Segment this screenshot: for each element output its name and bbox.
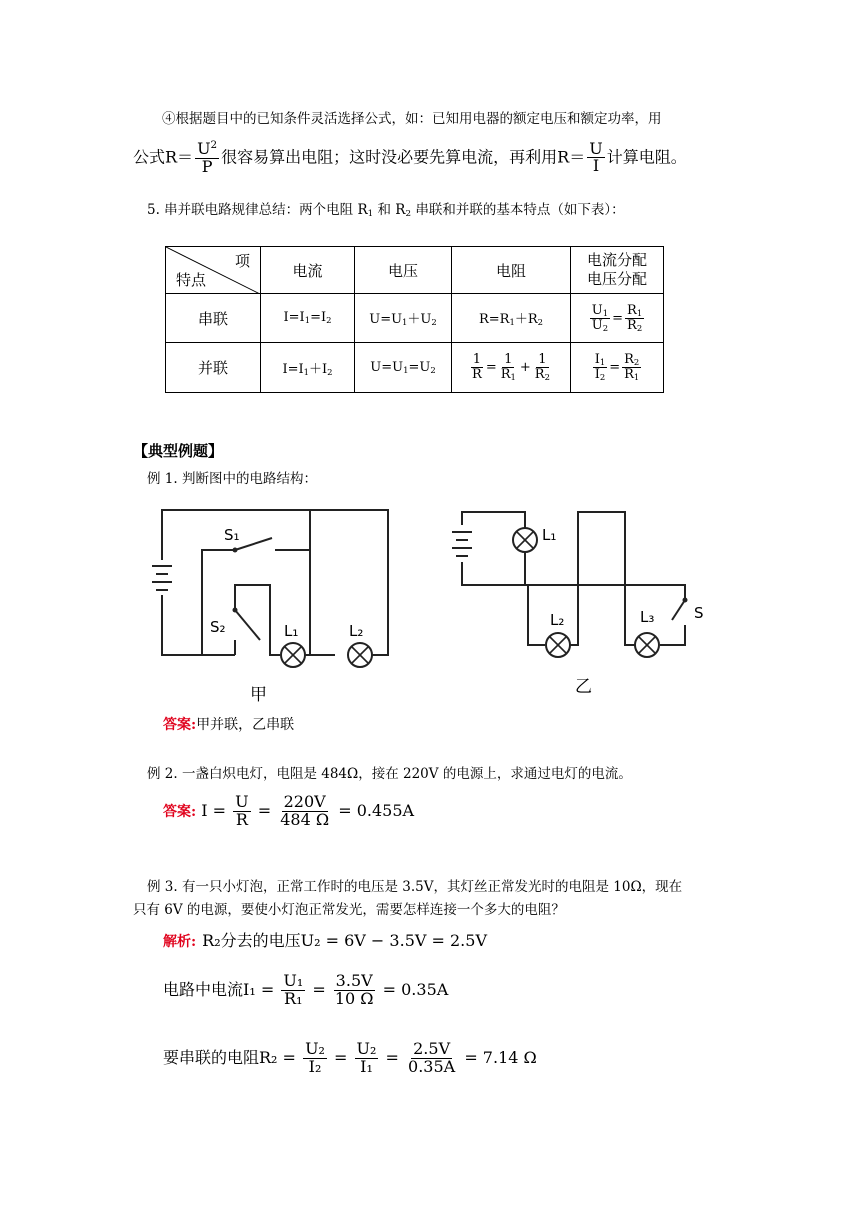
text: 很容易算出电阻；这时没必要先算电流，再利用R＝ [221,147,586,167]
example-3-step2: 电路中电流I₁ = $\frac{\text{U₁}}{\text{R₁}}$ = $\frac{3.5V}{10 \Omega}$ = 0.35A [163,971,449,1008]
answer-label: 答案: [163,717,197,733]
svg-text:L₂: L₂ [550,611,565,629]
text: 公式R＝ [133,147,194,167]
header-current: 电流 [261,247,355,294]
circuit-diagram-jia [150,500,400,705]
paragraph-4-line1: ④根据题目中的已知条件灵活选择公式，如：已知用电器的额定电压和额定功率，用 [162,111,662,127]
series-resistance: $R=R_1+R_2$ [452,294,571,343]
example-1-question: 例 1. 判断图中的电路结构： [147,471,317,487]
example-2-question: 例 2. 一盏白炽电灯，电阻是 484Ω，接在 220V 的电源上，求通过电灯的电流。 [147,766,632,782]
series-parallel-table [165,246,664,393]
svg-text:L₃: L₃ [640,608,655,626]
header-distribution: 电流分配 电压分配 [571,247,664,294]
example-2-answer: 答案: I = $\frac{U}{R}$ = $\frac{220V}{484 \Omega}$ = 0.455A [163,792,415,829]
answer-text: 甲并联，乙串联 [196,717,295,733]
series-distribution: $\frac{U_1}{U_2}$ = $\frac{R_1}{R_2}$ [571,294,664,343]
svg-text:S: S [694,604,704,622]
item-5-text: 5. 串并联电路规律总结：两个电阻 $R_1$ 和 $R_2$ 串联和并联的基本特点（如下表）： [147,202,625,220]
figure-label-jia: 甲 [250,685,267,705]
paragraph-4-line2 [133,140,687,176]
svg-text:S₁: S₁ [224,526,240,544]
parallel-resistance: $\frac{1}{R}$ = $\frac{1}{R_1}$ + $\frac{1}{R_2}$ [452,343,571,393]
example-3-question-line2: 只有 6V 的电源，要使小灯泡正常发光，需要怎样连接一个多大的电阻？ [133,902,565,918]
row-series-label: 串联 [166,294,261,343]
example-3-step1: 解析: R₂分去的电压U₂ = 6V − 3.5V = 2.5V [163,931,488,950]
example-3-question-line1: 例 3. 有一只小灯泡，正常工作时的电压是 3.5V，其灯丝正常发光时的电阻是 10Ω，现在 [147,879,683,895]
figure-label-yi: 乙 [575,677,592,697]
svg-text:L₁: L₁ [542,526,557,544]
svg-text:L₂: L₂ [349,622,364,640]
parallel-voltage: $U=U_1=U_2$ [355,343,452,393]
parallel-distribution: $\frac{I_1}{I_2}$ = $\frac{R_2}{R_1}$ [571,343,664,393]
header-resistance: 电阻 [452,247,571,294]
circuit-diagram-yi [450,500,720,675]
analysis-label: 解析: [163,934,197,950]
series-current: $I=I_1=I_2$ [261,294,355,343]
corner-top-label: 项 [234,252,250,270]
text: 计算电阻。 [606,147,687,167]
row-parallel-label: 并联 [166,343,261,393]
example-1-answer [163,714,294,734]
svg-text:L₁: L₁ [284,622,299,640]
svg-text:S₂: S₂ [210,618,226,636]
series-voltage: $U=U_1+U_2$ [355,294,452,343]
answer-label: 答案: [163,803,197,820]
example-3-step3: 要串联的电阻R₂ = $\frac{\text{U₂}}{\text{I₂}}$ = $\frac{\text{U₂}}{\text{I₁}}$ = $\frac{2.5V}{0.35A}$ = 7.14 Ω [163,1039,537,1076]
corner-cell [166,247,261,294]
corner-bottom-label: 特点 [176,271,207,289]
fraction-u2-over-p: $\frac{U^2}{P}$ [197,139,218,177]
header-voltage: 电压 [355,247,452,294]
fraction-u-over-i: $\frac{U}{I}$ [589,138,603,176]
parallel-current: $I=I_1+I_2$ [261,343,355,393]
section-title: 【典型例题】 [133,442,224,460]
